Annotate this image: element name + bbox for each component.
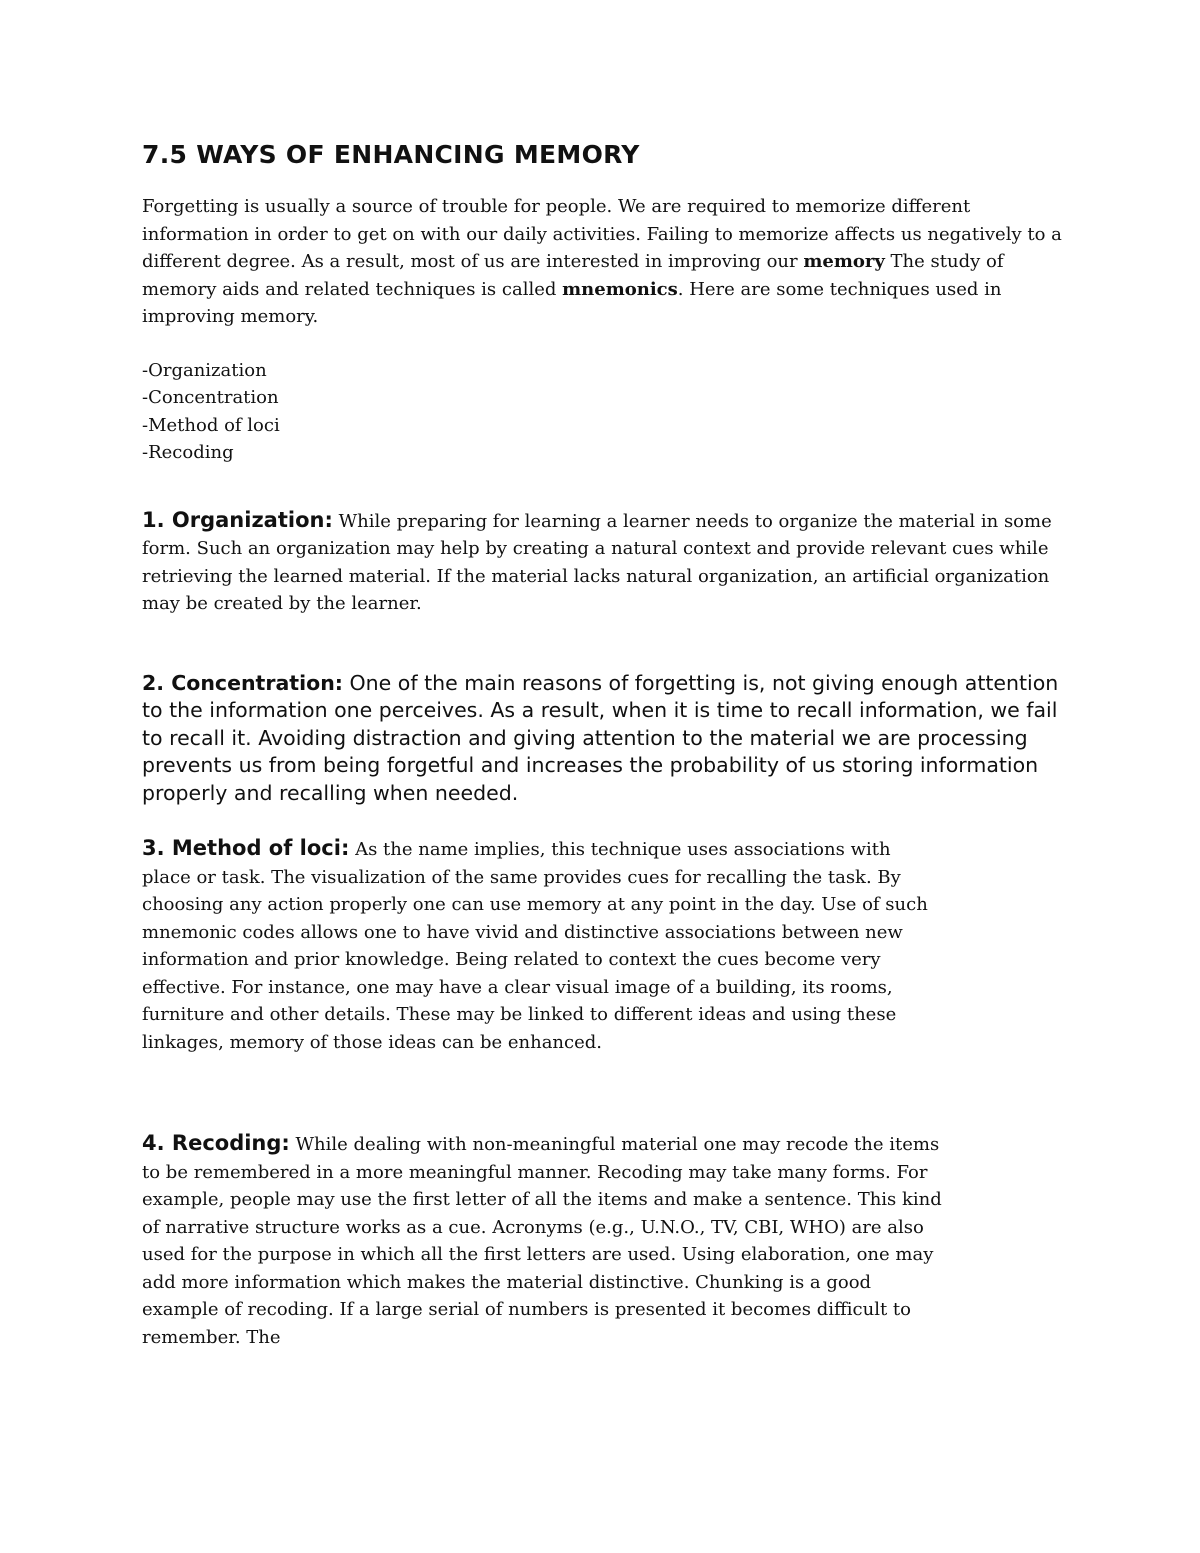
section-heading: 2. Concentration: xyxy=(142,670,344,695)
intro-text-3: . Here are some techniques used in improving memory. xyxy=(142,278,1002,327)
list-item: -Method of loci xyxy=(142,414,280,436)
document-page xyxy=(142,140,1062,1351)
section-body: One of the main reasons of forgetting is, not giving enough attention to the information one perceives. As a result, when it is time to recall information, we fail to recall it. Avoiding distraction and giving attention to the material we are processing prevents us from being forgetful and increases the probability of us storing information properly and recalling when needed. xyxy=(142,670,1059,805)
section-heading: 3. Method of loci: xyxy=(142,836,350,860)
section-body: As the name implies, this technique uses associations with place or task. The visualization of the same provides cues for recalling the task. By choosing any action properly one can use memory at any point in the day. Use of such mnemonic codes allows one to have vivid and distinctive associations between new information and prior knowledge. Being related to context the cues become very effective. For instance, one may have a clear visual image of a building, its rooms, furniture and other details. These may be linked to different ideas and using these linkages, memory of those ideas can be enhanced. xyxy=(142,839,928,1053)
section-heading: 1. Organization: xyxy=(142,507,333,532)
list-item: -Concentration xyxy=(142,387,279,408)
page-title: 7.5 WAYS OF ENHANCING MEMORY xyxy=(142,140,640,169)
intro-text-2: The study of memory aids and related techniques is called xyxy=(142,251,1004,300)
section-recoding xyxy=(142,1130,942,1351)
section-method-of-loci xyxy=(142,835,942,1056)
technique-list xyxy=(142,357,1062,467)
intro-paragraph xyxy=(142,193,1062,331)
list-item: -Recoding xyxy=(142,442,234,463)
section-heading: 4. Recoding: xyxy=(142,1131,290,1155)
section-organization xyxy=(142,507,1062,618)
list-item: -Organization xyxy=(142,359,267,381)
intro-bold-mnemonics: mnemonics xyxy=(562,278,678,300)
section-concentration xyxy=(142,670,1062,808)
intro-text-1: Forgetting is usually a source of trouble for people. We are required to memorize different information in order to get on with our daily activities. Failing to memorize affects us negatively to a different degree. As a result, most of us are interested in improving our xyxy=(142,196,1062,272)
section-body: While dealing with non-meaningful material one may recode the items to be remembered in a more meaningful manner. Recoding may take many forms. For example, people may use the first letter of all the items and make a sentence. This kind of narrative structure works as a cue. Acronyms (e.g., U.N.O., TV, CBI, WHO) are also used for the purpose in which all the first letters are used. Using elaboration, one may add more information which makes the material distinctive. Chunking is a good example of recoding. If a large serial of numbers is presented it becomes difficult to remember. The xyxy=(142,1134,942,1348)
intro-bold-memory: memory xyxy=(803,251,885,272)
section-body: While preparing for learning a learner needs to organize the material in some form. Such an organization may help by creating a natural context and provide relevant cues while retrieving the learned material. If the material lacks natural organization, an artificial organization may be created by the learner. xyxy=(142,510,1052,614)
